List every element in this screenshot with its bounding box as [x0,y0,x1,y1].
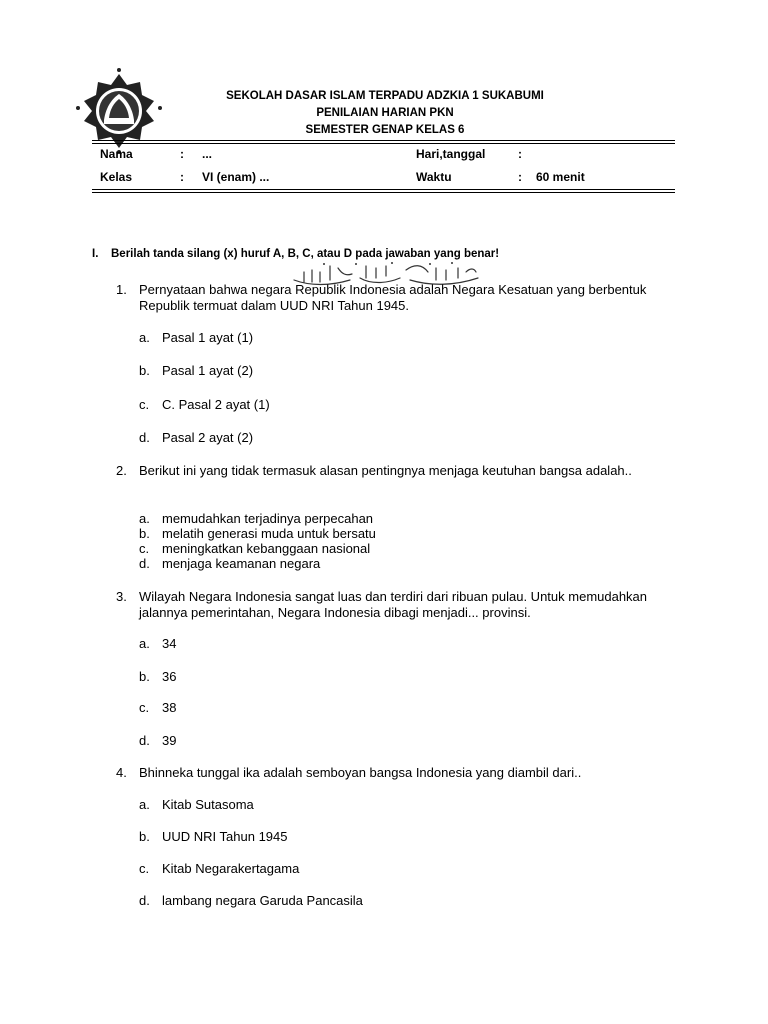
header-rule-bottom-2 [92,192,675,193]
option-text: meningkatkan kebanggaan nasional [162,541,371,556]
option-text: 38 [162,700,177,715]
info-row-name [100,147,670,163]
option-letter: c. [139,541,150,556]
info-row-kelas [100,170,670,186]
assessment-title: PENILAIAN HARIAN PKN [316,107,454,119]
question-number: 1. [116,282,127,297]
value-nama[interactable]: ... [202,147,213,161]
option-letter: d. [139,430,150,445]
option-text: melatih generasi muda untuk bersatu [162,526,376,541]
semester-title: SEMESTER GENAP KELAS 6 [305,124,465,136]
question-number: 4. [116,765,127,780]
option-text: 36 [162,669,177,684]
option-letter: c. [139,861,150,876]
option-text: C. Pasal 2 ayat (1) [162,397,270,412]
option-text: Pasal 1 ayat (2) [162,363,254,378]
colon: : [518,147,522,161]
option-letter: a. [139,511,150,526]
option-letter: a. [139,636,150,651]
instruction-text: Berilah tanda silang (x) huruf A, B, C, atau D pada jawaban yang benar! [111,248,500,260]
option-letter: a. [139,330,150,345]
question-number: 2. [116,463,127,478]
option-text: 34 [162,636,177,651]
option-letter: d. [139,893,150,908]
section-number: I. [92,248,99,260]
school-emblem-icon [76,68,162,154]
question-text: Pernyataan bahwa negara Republik Indonesia adalah Negara Kesatuan yang berbentuk Republik termuat dalam UUD NRI Tahun 1945. [139,282,647,313]
colon: : [180,147,184,161]
option-letter: b. [139,669,150,684]
option-text: Kitab Sutasoma [162,797,254,812]
option-text: Kitab Negarakertagama [162,861,300,876]
option-text: Pasal 1 ayat (1) [162,330,254,345]
label-waktu: Waktu [416,170,452,184]
header-rule-bottom [92,189,675,190]
option-letter: b. [139,363,150,378]
label-hari-tanggal: Hari,tanggal [416,147,486,161]
option-text: Pasal 2 ayat (2) [162,430,254,445]
option-letter: b. [139,526,150,541]
option-text: lambang negara Garuda Pancasila [162,893,363,908]
option-letter: d. [139,733,150,748]
option-text: memudahkan terjadinya perpecahan [162,511,374,526]
value-waktu: 60 menit [536,170,585,184]
colon: : [518,170,522,184]
option-letter: c. [139,397,150,412]
value-kelas[interactable]: VI (enam) ... [202,170,270,184]
question-text: Wilayah Negara Indonesia sangat luas dan terdiri dari ribuan pulau. Untuk memudahkan jalannya pemerintahan, Negara Indonesia dibagi menjadi... provinsi. [139,589,648,620]
option-text: menjaga keamanan negara [162,556,321,571]
question-text: Berikut ini yang tidak termasuk alasan pentingnya menjaga keutuhan bangsa adalah.. [139,463,632,478]
question-number: 3. [116,589,127,604]
question-text: Bhinneka tunggal ika adalah semboyan bangsa Indonesia yang diambil dari.. [139,765,582,780]
school-name: SEKOLAH DASAR ISLAM TERPADU ADZKIA 1 SUKABUMI [226,90,544,102]
document-header [180,88,590,139]
option-text: 39 [162,733,177,748]
label-kelas: Kelas [100,170,133,184]
header-rule-top-2 [92,143,675,144]
option-letter: b. [139,829,150,844]
label-nama: Nama [100,147,133,161]
option-text: UUD NRI Tahun 1945 [162,829,288,844]
colon: : [180,170,184,184]
option-letter: c. [139,700,150,715]
header-rule-top [92,140,675,141]
option-letter: d. [139,556,150,571]
option-letter: a. [139,797,150,812]
